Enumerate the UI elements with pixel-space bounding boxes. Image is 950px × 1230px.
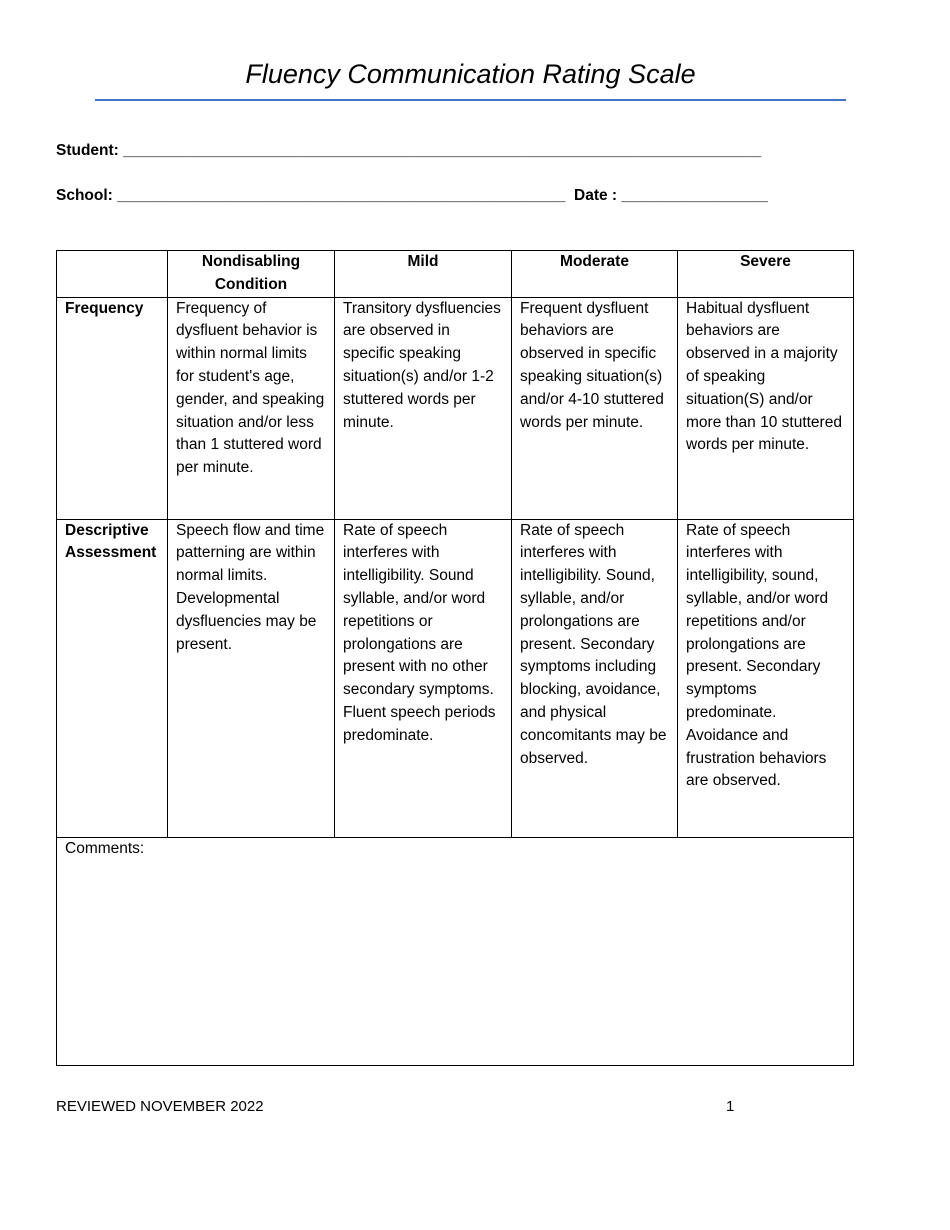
header-nondisabling: Nondisabling Condition <box>168 251 335 298</box>
student-field[interactable]: Student: __________________________________________________________________________ <box>56 142 762 159</box>
footer-reviewed-date: REVIEWED NOVEMBER 2022 <box>56 1098 264 1115</box>
header-row <box>57 251 854 298</box>
frequency-nondisabling-cell: Frequency of dysfluent behavior is within normal limits for student's age, gender, and speaking situation and/or less than 1 stuttered word per minute. <box>168 297 335 519</box>
title-underline <box>95 99 846 101</box>
table-row-descriptive-assessment <box>57 519 854 837</box>
frequency-mild-cell: Transitory dysfluencies are observed in specific speaking situation(s) and/or 1-2 stuttered words per minute. <box>335 297 512 519</box>
row-label-frequency: Frequency <box>57 297 168 519</box>
descriptive-severe-cell: Rate of speech interferes with intelligibility, sound, syllable, and/or word repetitions and/or prolongations are present. Secondary symptoms predominate. Avoidance and frustration behaviors are observed. <box>678 519 854 837</box>
comments-row <box>57 837 854 1065</box>
table-row-frequency <box>57 297 854 519</box>
comments-box[interactable] <box>57 837 854 1065</box>
header-severe: Severe <box>678 251 854 298</box>
page-title: Fluency Communication Rating Scale <box>245 59 696 89</box>
footer-page-number: 1 <box>726 1098 735 1115</box>
header-cell-empty <box>57 251 168 298</box>
school-date-field[interactable]: School: ____________________________________________________ Date : _________________ <box>56 187 768 204</box>
comments-label: Comments: <box>65 839 145 857</box>
header-mild: Mild <box>335 251 512 298</box>
descriptive-mild-cell: Rate of speech interferes with intelligibility. Sound syllable, and/or word repetitions or prolongations are present with no other secondary symptoms. Fluent speech periods predominate. <box>335 519 512 837</box>
frequency-severe-cell: Habitual dysfluent behaviors are observed in a majority of speaking situation(S) and/or more than 10 stuttered words per minute. <box>678 297 854 519</box>
rating-scale-table <box>56 250 854 1066</box>
descriptive-nondisabling-cell: Speech flow and time patterning are within normal limits. Developmental dysfluencies may be present. <box>168 519 335 837</box>
row-label-descriptive-assessment: Descriptive Assessment <box>57 519 168 837</box>
descriptive-moderate-cell: Rate of speech interferes with intelligibility. Sound, syllable, and/or prolongations are present. Secondary symptoms including blocking, avoidance, and physical concomitants may be observed. <box>512 519 678 837</box>
frequency-moderate-cell: Frequent dysfluent behaviors are observed in specific speaking situation(s) and/or 4-10 stuttered words per minute. <box>512 297 678 519</box>
header-moderate: Moderate <box>512 251 678 298</box>
